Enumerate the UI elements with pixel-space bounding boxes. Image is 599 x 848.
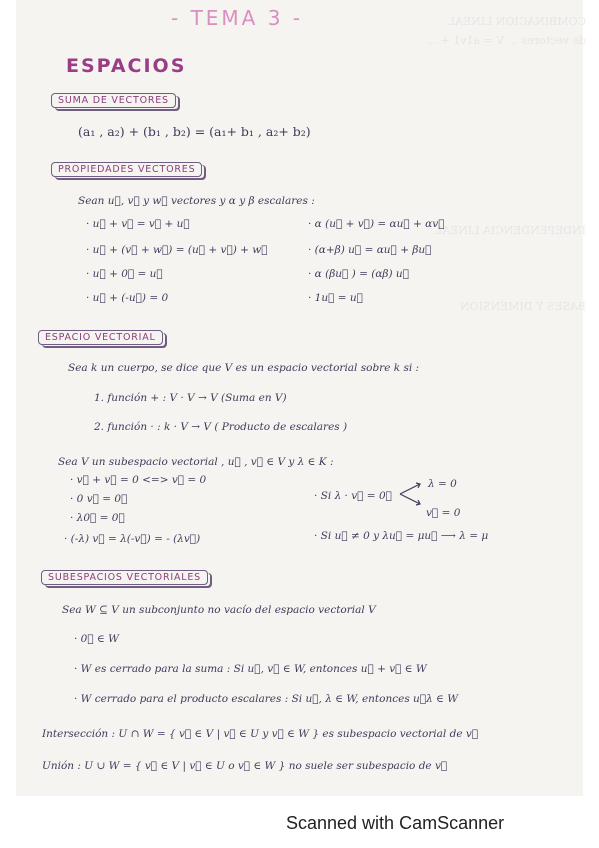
espacio-left-2: · 0 v⃗ = 0⃗ [70,493,128,505]
suma-formula: (a₁ , a₂) + (b₁ , b₂) = (a₁+ b₁ , a₂+ b₂) [78,124,311,139]
subespacios-item-2: · W es cerrado para la suma : Si u⃗, v⃗ ∈ W, entonces u⃗ + v⃗ ∈ W [74,663,427,675]
scanner-watermark: Scanned with CamScanner [286,813,505,833]
propiedades-intro: Sean u⃗, v⃗ y w⃗ vectores y α y β escalares : [78,195,315,207]
prop-right-1: · α (u⃗ + v⃗) = αu⃗ + αv⃗ [308,218,445,230]
prop-left-4: · u⃗ + (-u⃗) = 0 [86,292,169,304]
suma-header: SUMA DE VECTORES [51,93,176,108]
espacio-left-3: · λ0⃗ = 0⃗ [70,512,125,524]
union-line: Unión : U ∪ W = { v⃗ ∈ V | v⃗ ∈ U o v⃗ ∈ W } no suele ser subespacio de v⃗ [42,760,448,772]
prop-left-3: · u⃗ + 0⃗ = u⃗ [86,268,163,280]
page-title: - TEMA 3 - [171,6,304,30]
subespacios-intro: Sea W ⊆ V un subconjunto no vacío del espacio vectorial V [62,604,376,616]
espacio-item-1: 1. función + : V · V → V (Suma en V) [94,392,287,404]
espacio-header: ESPACIO VECTORIAL [38,330,163,345]
espacio-branch-2: v⃗ = 0 [426,507,461,519]
prop-left-2: · u⃗ + (v⃗ + w⃗) = (u⃗ + v⃗) + w⃗ [86,244,268,256]
prop-right-2: · (α+β) u⃗ = αu⃗ + βu⃗ [308,244,432,256]
subespacios-header: SUBESPACIOS VECTORIALES [41,570,208,585]
espacio-right-1: · Si λ · v⃗ = 0⃗ [314,490,392,502]
espacio-left-1: · v⃗ + v⃗ = 0 <=> v⃗ = 0 [70,474,207,486]
espacio-item-2: 2. función · : k · V → V ( Producto de escalares ) [94,421,348,433]
propiedades-header: PROPIEDADES VECTORES [51,162,202,177]
espacio-sub-intro: Sea V un subespacio vectorial , u⃗ , v⃗ ∈ V y λ ∈ K : [58,456,334,468]
prop-right-4: · 1u⃗ = u⃗ [308,292,363,304]
subespacios-item-3: · W cerrado para el producto escalares : Si u⃗, λ ∈ W, entonces u⃗λ ∈ W [74,693,459,705]
branch-arrows [398,478,424,510]
section-title: ESPACIOS [66,55,187,77]
prop-right-3: · α (βu⃗ ) = (αβ) u⃗ [308,268,409,280]
espacio-right-2: · Si u⃗ ≠ 0 y λu⃗ = μu⃗ ⟶ λ = μ [314,530,489,542]
notebook-page [16,0,586,796]
espacio-intro: Sea k un cuerpo, se dice que V es un espacio vectorial sobre k si : [68,362,420,374]
espacio-branch-1: λ = 0 [428,478,457,490]
prop-left-1: · u⃗ + v⃗ = v⃗ + u⃗ [86,218,190,230]
espacio-left-4: · (-λ) v⃗ = λ(-v⃗) = - (λv⃗) [64,533,201,545]
interseccion-line: Intersección : U ∩ W = { v⃗ ∈ V | v⃗ ∈ U y v⃗ ∈ W } es subespacio vectorial de v⃗ [42,728,479,740]
subespacios-item-1: · 0⃗ ∈ W [74,633,119,645]
bleed-through-text: COMBINACIÓN LINEAL de vectores ... V = a1v1 + ... INDEPENDENCIA LINEAL BASES Y DIMENSIÓN [426,15,586,313]
